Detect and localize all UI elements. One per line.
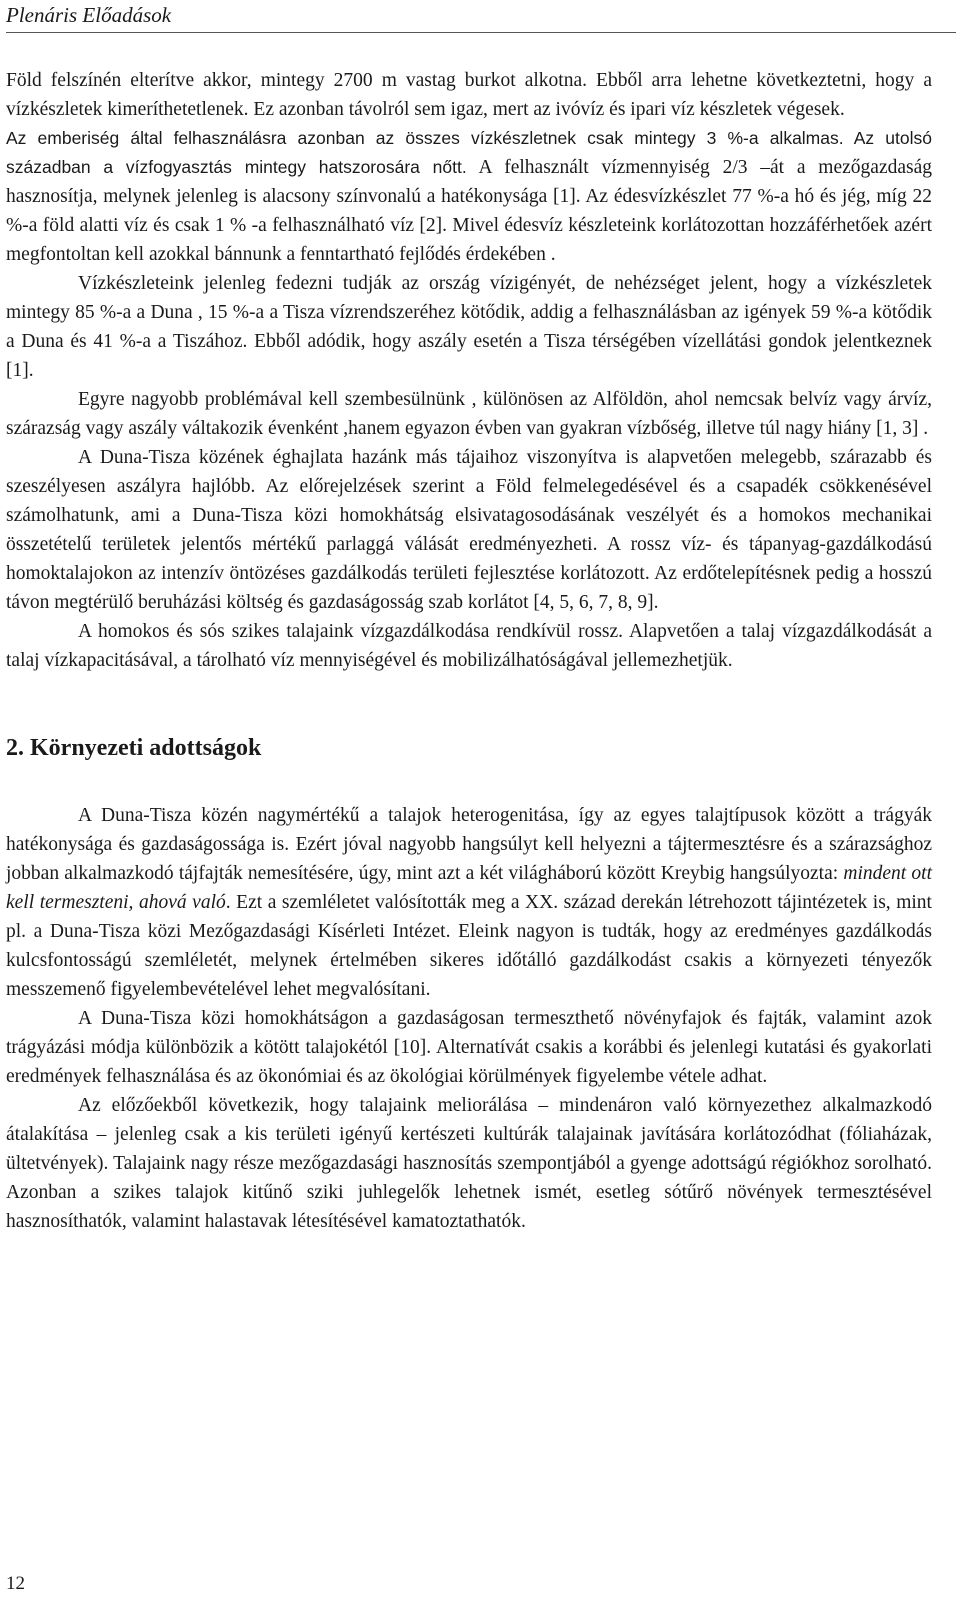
paragraph-alfold-problems: Egyre nagyobb problémával kell szembesülnünk , különösen az Alföldön, ahol nemcsak belvíz vagy árvíz, szárazság vagy aszály váltakozik évenként ,hanem egyazon évben van gyakran vízbőség, illetve túl nagy hiány [1, 3] . [6, 389, 932, 439]
paragraph-intro-text-b: Az emberiség által felhasználásra azonban az összes vízkészletnek csak mintegy 3 %-a alkalmas. Az utolsó században a vízfogyasztás mintegy hatszorosára nőtt. [6, 128, 932, 177]
page-number: 12 [6, 1573, 25, 1594]
section-heading: 2. Környezeti adottságok [6, 735, 262, 761]
paragraph-intro [6, 66, 932, 269]
running-header [6, 0, 956, 33]
document-body [6, 66, 932, 1236]
paragraph-intro-text-c: A felhasznált vízmennyiség 2/3 –át a mezőgazdaság hasznosítja, melynek jelenleg is alacsony színvonalú a hatékonysága [1]. Az édesvízkészlet 77 %-a hó és jég, míg 22 %-a föld alatti víz és csak 1 % -a felhasználható víz [2]. Mivel édesvíz készleteink korlátozottan hozzáférhetőek azért megfontoltan kell azokkal bánnunk a fenntartható fejlődés érdekében . [6, 157, 932, 265]
header-title: Plenáris Előadások [6, 3, 172, 27]
paragraph-soil-heterogeneity [6, 801, 932, 1004]
paragraph-duna-tisza-climate: A Duna-Tisza közének éghajlata hazánk más tájaihoz viszonyítva is alapvetően melegebb, szárazabb és szeszélyesen aszályra hajlóbb. Az előrejelzések szerint a Föld felmelegedésével és a csapadék csökkenésével számolhatunk, ami a Duna-Tisza közi homokhátság elsivatagosodásának veszélyét és a homokos mechanikai összetételű területek jelentős mértékű parlaggá válását eredményezheti. A rossz víz- és tápanyag-gazdálkodású homoktalajokon az intenzív öntözéses gazdálkodás területi fejlesztése korlátozott. Az erdőtelepítésnek pedig a hosszú távon megtérülő beruházási költség és gazdaságosság szab korlátot [4, 5, 6, 7, 8, 9]. [6, 447, 932, 613]
paragraph-sandy-soils: A homokos és sós szikes talajaink vízgazdálkodása rendkívül rossz. Alapvetően a talaj vízgazdálkodását a talaj vízkapacitásával, a tárolható víz mennyiségével és mobilizálhatóságával jellemezhetjük. [6, 621, 932, 671]
paragraph-soil-heterogeneity-text-a: A Duna-Tisza közén nagymértékű a talajok heterogenitása, így az egyes talajtípusok között a trágyák hatékonysága és gazdaságossága is. Ezért jóval nagyobb hangsúlyt kell helyezni a tájtermesztésre és a szárazsághoz jobban alkalmazkodó tájfajták nemesítésére, úgy, mint azt a két világháború között Kreybig hangsúlyozta: [6, 805, 932, 884]
kreybig-quote: mindent ott kell termeszteni, ahová való [6, 863, 932, 913]
paragraph-intro-text-a: Föld felszínén elterítve akkor, mintegy 2700 m vastag burkot alkotna. Ebből arra lehetne következtetni, hogy a vízkészletek kimeríthetetlenek. Ez azonban távolról sem igaz, mert az ivóvíz és ipari víz készletek végesek. [6, 70, 932, 120]
paragraph-homokhatsag-crops: A Duna-Tisza közi homokhátságon a gazdaságosan termeszthető növényfajok és fajták, valamint azok trágyázási módja különbözik a kötött talajokétól [10]. Alternatívát csakis a korábbi és jelenlegi kutatási és gyakorlati eredmények felhasználása és az ökonómiai és az ökológiai körülmények figyelembe vétele adhat. [6, 1008, 932, 1087]
paragraph-water-reserves: Vízkészleteink jelenleg fedezni tudják az ország vízigényét, de nehézséget jelent, hogy a vízkészletek mintegy 85 %-a a Duna , 15 %-a a Tisza vízrendszeréhez kötődik, addig a felhasználásban az igények 59 %-a kötődik a Duna és 41 %-a a Tiszához. Ebből adódik, hogy aszály esetén a Tisza térségében vízellátási gondok jelentkeznek [1]. [6, 273, 932, 381]
paragraph-soil-melioration: Az előzőekből következik, hogy talajaink meliorálása – mindenáron való környezethez alkalmazkodó átalakítása – jelenleg csak a kis területi igényű kertészeti kultúrák talajainak javítására korlátozódhat (fóliaházak, ültetvények). Talajaink nagy része mezőgazdasági hasznosítás szempontjából a gyenge adottságú régiókhoz sorolható. Azonban a szikes talajok kitűnő sziki juhlegelők lehetnek ismét, esetleg sótűrő növények termesztésével hasznosíthatók, valamint halastavak létesítésével kamatoztathatók. [6, 1095, 932, 1232]
paragraph-soil-heterogeneity-text-b: . Ezt a szemléletet valósították meg a XX. század derekán létrehozott tájintézetek is, mint pl. a Duna-Tisza közi Mezőgazdasági Kísérleti Intézet. Eleink nagyon is tudták, hogy az eredményes gazdálkodás kulcsfontosságú szemléletét, melynek értelmében sikeres időtálló gazdálkodást csakis a környezeti tényezők messzemenő figyelembevételével lehet megvalósítani. [6, 892, 932, 1000]
